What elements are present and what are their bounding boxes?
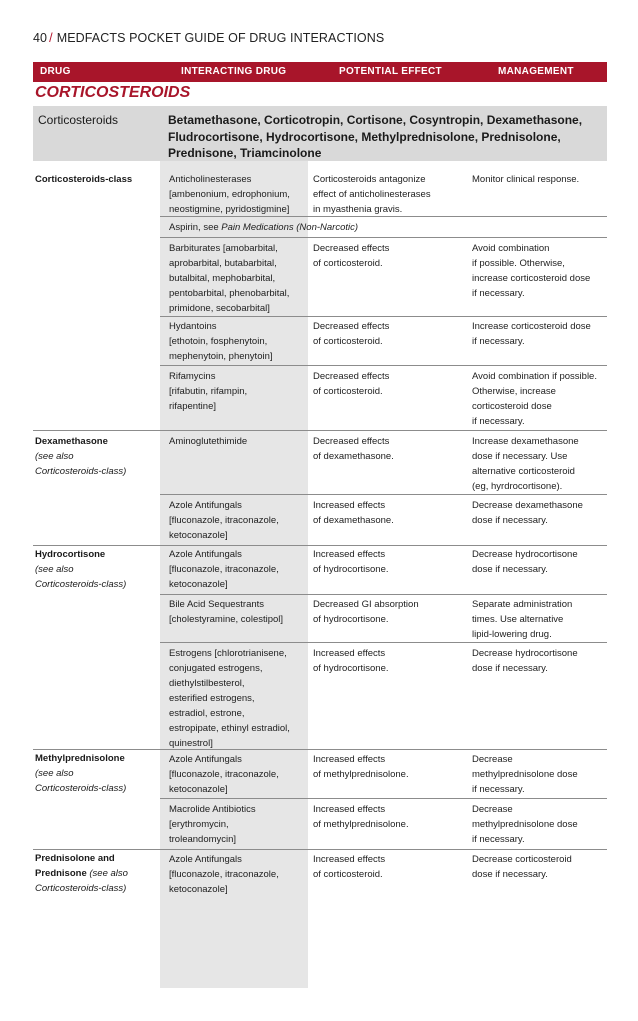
drug-name: Methylprednisolone [35, 753, 125, 764]
management-cell [472, 434, 608, 494]
cell-line: primidone, secobarbital] [169, 303, 270, 314]
interacting-drug-cell [169, 802, 305, 847]
row-divider [160, 594, 607, 595]
cell-line: [erythromycin, [169, 819, 229, 830]
interacting-drug-cell [169, 597, 305, 627]
cell-line: Macrolide Antibiotics [169, 804, 256, 815]
cell-line: Aminoglutethimide [169, 436, 248, 447]
cell-line: Increased effects [313, 549, 386, 560]
section-title: CORTICOSTEROIDS [35, 84, 191, 101]
cell-line: [fluconazole, itraconazole, [169, 769, 279, 780]
cell-line: Estrogens [chlorotrianisene, [169, 648, 287, 659]
cell-line: of hydrocortisone. [313, 564, 389, 575]
interacting-drug-cell [169, 241, 305, 316]
cell-line: of corticosteroid. [313, 386, 383, 397]
cell-line: diethylstilbesterol, [169, 678, 245, 689]
potential-effect-cell [313, 597, 465, 627]
cell-line: Azole Antifungals [169, 500, 242, 511]
cell-line: esterified estrogens, [169, 693, 255, 704]
cell-line: methylprednisolone dose [472, 819, 578, 830]
cell-line: Decrease hydrocortisone [472, 648, 578, 659]
cell-line: [ethotoin, fosphenytoin, [169, 336, 268, 347]
cell-line: Decreased effects [313, 371, 390, 382]
cell-line: of corticosteroid. [313, 258, 383, 269]
cell-line: dose if necessary. [472, 663, 548, 674]
cell-line: Increase corticosteroid dose [472, 321, 591, 332]
class-members-line: Fludrocortisone, Hydrocortisone, Methylprednisolone, Prednisolone, [168, 129, 561, 144]
cell-line: dose if necessary. [472, 515, 548, 526]
cell-line: of dexamethasone. [313, 515, 394, 526]
cell-line: [fluconazole, itraconazole, [169, 564, 279, 575]
cell-line: ketoconazole] [169, 784, 228, 795]
cell-line: Separate administration [472, 599, 573, 610]
cell-line: aprobarbital, butabarbital, [169, 258, 277, 269]
cell-line: of corticosteroid. [313, 869, 383, 880]
drug-group-divider [33, 430, 607, 431]
class-members-line: Prednisone, Triamcinolone [168, 146, 322, 160]
cell-line: alternative corticosteroid [472, 466, 575, 477]
column-header-interacting: INTERACTING DRUG [181, 66, 287, 77]
drug-name: Dexamethasone [35, 436, 108, 447]
cell-line: Decreased effects [313, 243, 390, 254]
drug-name: Prednisone [35, 868, 87, 879]
cell-line: butalbital, mephobarbital, [169, 273, 276, 284]
drug-group-divider [33, 749, 607, 750]
cell-line: Avoid combination if possible. [472, 371, 597, 382]
cell-line: Rifamycins [169, 371, 216, 382]
class-members [168, 112, 604, 162]
management-cell [472, 802, 608, 847]
potential-effect-cell [313, 434, 465, 464]
cell-line: Azole Antifungals [169, 549, 242, 560]
header-separator: / [49, 31, 53, 45]
cross-reference: Pain Medications (Non-Narcotic) [221, 222, 359, 233]
cell-line: of hydrocortisone. [313, 614, 389, 625]
cell-line: dose if necessary. [472, 869, 548, 880]
cell-line: times. Use alternative [472, 614, 564, 625]
cell-line: methylprednisolone dose [472, 769, 578, 780]
management-cell [472, 369, 608, 429]
cell-line: Decreased effects [313, 321, 390, 332]
drug-corticosteroids-class [35, 172, 157, 187]
potential-effect-cell [313, 752, 465, 782]
row-divider [160, 494, 607, 495]
row-divider [160, 237, 607, 238]
cell-line: [cholestyramine, colestipol] [169, 614, 284, 625]
cell-line: Barbiturates [amobarbital, [169, 243, 278, 254]
management-cell [472, 646, 608, 676]
drug-name: Corticosteroids-class [35, 174, 133, 185]
see-also-note: Corticosteroids-class) [35, 883, 127, 894]
drug-group-divider [33, 849, 607, 850]
interacting-drug-cell [169, 852, 305, 897]
cell-line: Increased effects [313, 500, 386, 511]
interacting-drug-cell [169, 752, 305, 797]
see-also-note: (see also [35, 564, 74, 575]
cell-line: Decrease [472, 804, 513, 815]
column-header-bar [33, 62, 607, 82]
management-cell [472, 547, 608, 577]
cell-line: dose if necessary. Use [472, 451, 568, 462]
cell-line: pentobarbital, phenobarbital, [169, 288, 290, 299]
cell-line: of corticosteroid. [313, 336, 383, 347]
interacting-drug-cell [169, 369, 305, 414]
drug-name: Hydrocortisone [35, 549, 106, 560]
cell-line: in myasthenia gravis. [313, 204, 403, 215]
see-also-note: (see also [35, 451, 74, 462]
cell-line: effect of anticholinesterases [313, 189, 431, 200]
row-divider [160, 642, 607, 643]
management-cell [472, 241, 608, 301]
cell-line: lipid-lowering drug. [472, 629, 552, 640]
cell-line: Increased effects [313, 854, 386, 865]
cell-line: (eg, hyrdrocortisone). [472, 481, 563, 492]
column-header-management: MANAGEMENT [498, 66, 574, 77]
cell-line: of methylprednisolone. [313, 819, 409, 830]
cell-line: mephenytoin, phenytoin] [169, 351, 273, 362]
book-title: MEDFACTS POCKET GUIDE OF DRUG INTERACTIONS [56, 31, 385, 45]
cell-line: Aspirin, see [169, 222, 222, 233]
cell-line: if necessary. [472, 288, 525, 299]
management-cell [472, 852, 608, 882]
potential-effect-cell [313, 319, 465, 349]
see-also-note: Corticosteroids-class) [35, 579, 127, 590]
cell-line: if possible. Otherwise, [472, 258, 565, 269]
cell-line: Increased effects [313, 754, 386, 765]
cell-line: Increase dexamethasone [472, 436, 579, 447]
cell-line: Avoid combination [472, 243, 550, 254]
interacting-drug-cell [169, 547, 305, 592]
class-members-line: Betamethasone, Corticotropin, Cortisone, Cosyntropin, Dexamethasone, [168, 113, 583, 127]
drug-name: Prednisolone and [35, 853, 115, 864]
interacting-drug-cell [169, 172, 305, 217]
cell-line: Decreased GI absorption [313, 599, 419, 610]
cell-line: of methylprednisolone. [313, 769, 409, 780]
see-also-note: (see also [35, 768, 74, 779]
class-band [33, 106, 607, 161]
management-cell [472, 498, 608, 528]
cell-line: Decrease dexamethasone [472, 500, 583, 511]
cell-line: [fluconazole, itraconazole, [169, 515, 279, 526]
cell-line: [ambenonium, edrophonium, [169, 189, 290, 200]
cell-line: Azole Antifungals [169, 754, 242, 765]
cell-line: of hydrocortisone. [313, 663, 389, 674]
drug-methylprednisolone [35, 751, 157, 796]
column-header-effect: POTENTIAL EFFECT [339, 66, 442, 77]
potential-effect-cell [313, 852, 465, 882]
management-cell [472, 597, 608, 642]
potential-effect-cell [313, 802, 465, 832]
cell-line: troleandomycin] [169, 834, 237, 845]
cell-line: Decrease hydrocortisone [472, 549, 578, 560]
potential-effect-cell [313, 172, 465, 217]
management-cell [472, 752, 608, 797]
drug-hydrocortisone [35, 547, 157, 592]
interacting-drug-cell [169, 220, 369, 235]
cell-line: corticosteroid dose [472, 401, 552, 412]
drug-group-divider [33, 545, 607, 546]
page-number: 40 [33, 31, 48, 45]
drug-dexamethasone [35, 434, 157, 479]
column-header-drug: DRUG [40, 66, 71, 77]
cell-line: increase corticosteroid dose [472, 273, 591, 284]
row-divider [160, 798, 607, 799]
see-also-note: Corticosteroids-class) [35, 466, 127, 477]
cell-line: ketoconazole] [169, 579, 228, 590]
cell-line: Increased effects [313, 804, 386, 815]
interacting-drug-cell [169, 434, 305, 449]
cell-line: Decrease [472, 754, 513, 765]
cell-line: Corticosteroids antagonize [313, 174, 426, 185]
running-header [33, 31, 384, 45]
see-also-note: Corticosteroids-class) [35, 783, 127, 794]
interacting-drug-cell [169, 498, 305, 543]
cell-line: rifapentine] [169, 401, 217, 412]
cell-line: Otherwise, increase [472, 386, 556, 397]
cell-line: Decreased effects [313, 436, 390, 447]
cell-line: of dexamethasone. [313, 451, 394, 462]
cell-line: Monitor clinical response. [472, 174, 580, 185]
see-also-note: (see also [86, 868, 128, 879]
cell-line: Azole Antifungals [169, 854, 242, 865]
cell-line: Decrease corticosteroid [472, 854, 572, 865]
cell-line: if necessary. [472, 336, 525, 347]
potential-effect-cell [313, 646, 465, 676]
cell-line: if necessary. [472, 834, 525, 845]
management-cell [472, 172, 608, 187]
potential-effect-cell [313, 369, 465, 399]
cell-line: neostigmine, pyridostigmine] [169, 204, 290, 215]
cell-line: if necessary. [472, 416, 525, 427]
cell-line: Hydantoins [169, 321, 217, 332]
cell-line: estradiol, estrone, [169, 708, 245, 719]
cell-line: [fluconazole, itraconazole, [169, 869, 279, 880]
potential-effect-cell [313, 498, 465, 528]
potential-effect-cell [313, 547, 465, 577]
cell-line: ketoconazole] [169, 884, 228, 895]
cell-line: estropipate, ethinyl estradiol, [169, 723, 290, 734]
cell-line: quinestrol] [169, 738, 213, 749]
cell-line: conjugated estrogens, [169, 663, 263, 674]
class-name: Corticosteroids [38, 113, 119, 127]
row-divider [160, 365, 607, 366]
row-divider [160, 316, 607, 317]
cell-line: if necessary. [472, 784, 525, 795]
cell-line: Anticholinesterases [169, 174, 252, 185]
cell-line: Increased effects [313, 648, 386, 659]
potential-effect-cell [313, 241, 465, 271]
cell-line: [rifabutin, rifampin, [169, 386, 248, 397]
cell-line: Bile Acid Sequestrants [169, 599, 265, 610]
drug-prednisolone-and-prednisone [35, 851, 157, 896]
interacting-drug-cell [169, 319, 305, 364]
management-cell [472, 319, 608, 349]
cell-line: ketoconazole] [169, 530, 228, 541]
interacting-drug-cell [169, 646, 305, 751]
cell-line: dose if necessary. [472, 564, 548, 575]
